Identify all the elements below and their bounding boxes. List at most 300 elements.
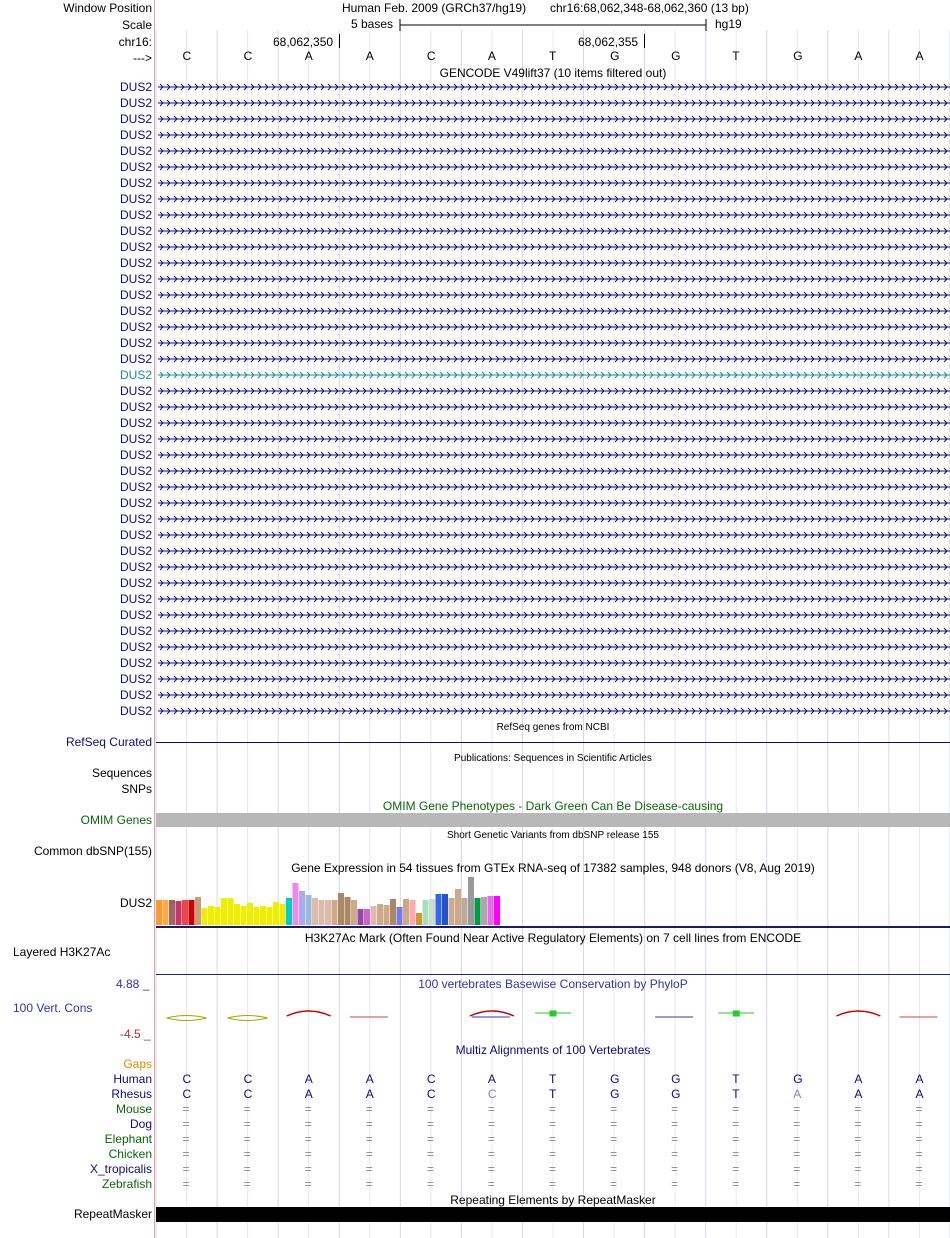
- alignment-base: =: [365, 1177, 373, 1191]
- gtex-tissue-bar[interactable]: [163, 900, 169, 925]
- base-letter: C: [182, 49, 192, 63]
- gencode-transcript-line[interactable]: [156, 514, 950, 524]
- gencode-transcript-line[interactable]: [156, 482, 950, 492]
- alignment-base: =: [610, 1162, 618, 1176]
- alignment-base: =: [182, 1177, 190, 1191]
- alignment-base: =: [854, 1102, 862, 1116]
- species-label[interactable]: Zebrafish: [101, 1177, 152, 1191]
- gencode-transcript-line[interactable]: [156, 546, 950, 556]
- alignment-base: =: [854, 1147, 862, 1161]
- phylop-glyph: [836, 1011, 880, 1016]
- alignment-base: =: [365, 1132, 373, 1146]
- alignment-base: =: [854, 1177, 862, 1191]
- alignment-base: =: [304, 1102, 312, 1116]
- alignment-base: =: [915, 1117, 923, 1131]
- alignment-base: =: [365, 1102, 373, 1116]
- alignment-base: =: [304, 1177, 312, 1191]
- omim-feature-bar[interactable]: [156, 813, 950, 827]
- alignment-base: T: [549, 1072, 557, 1086]
- gtex-tissue-bar[interactable]: [234, 904, 240, 925]
- refseq-label[interactable]: RefSeq Curated: [65, 735, 152, 749]
- gtex-tissue-bar[interactable]: [481, 897, 487, 925]
- alignment-base: =: [915, 1177, 923, 1191]
- gtex-label[interactable]: DUS2: [119, 896, 152, 910]
- phylop-glyph: [228, 1016, 268, 1021]
- gencode-transcript-line[interactable]: [156, 610, 950, 620]
- gencode-item-label[interactable]: DUS2: [119, 224, 152, 238]
- alignment-base: =: [426, 1147, 434, 1161]
- base-letter: C: [243, 49, 253, 63]
- gtex-tissue-bar[interactable]: [319, 900, 325, 925]
- gencode-transcript-line[interactable]: [156, 338, 950, 348]
- gtex-tissue-bar[interactable]: [345, 897, 351, 925]
- gencode-transcript-line[interactable]: [156, 114, 950, 124]
- gtex-tissue-bar[interactable]: [384, 905, 390, 925]
- alignment-base: =: [549, 1117, 557, 1131]
- alignment-base: A: [793, 1087, 802, 1101]
- phylop-max: 4.88 _: [116, 977, 150, 991]
- alignment-base: =: [854, 1132, 862, 1146]
- gencode-transcript-line[interactable]: [156, 466, 950, 476]
- gencode-item-label[interactable]: DUS2: [119, 368, 152, 382]
- publications-track-title[interactable]: Publications: Sequences in Scientific Articles: [454, 753, 652, 764]
- position-text: chr16:68,062,348-68,062,360 (13 bp): [550, 1, 749, 15]
- alignment-base: =: [671, 1117, 679, 1131]
- gtex-tissue-bar[interactable]: [306, 895, 312, 925]
- gencode-item-label[interactable]: DUS2: [119, 416, 152, 430]
- alignment-base: =: [915, 1102, 923, 1116]
- alignment-base: C: [243, 1072, 253, 1086]
- alignment-base: C: [243, 1087, 253, 1101]
- alignment-base: =: [426, 1102, 434, 1116]
- gtex-tissue-bar[interactable]: [390, 899, 396, 925]
- alignment-base: =: [243, 1147, 251, 1161]
- gencode-item-label[interactable]: DUS2: [119, 528, 152, 542]
- dbsnp-label[interactable]: Common dbSNP(155): [33, 844, 152, 858]
- gencode-item-label[interactable]: DUS2: [119, 384, 152, 398]
- gtex-tissue-bar[interactable]: [325, 900, 331, 925]
- assembly-text: Human Feb. 2009 (GRCh37/hg19): [342, 1, 527, 15]
- gencode-transcript-line[interactable]: [156, 258, 950, 268]
- gencode-item-label[interactable]: DUS2: [119, 112, 152, 126]
- gencode-transcript-line[interactable]: [156, 82, 950, 92]
- phylop-glyph: [718, 1011, 754, 1016]
- gtex-tissue-bar[interactable]: [416, 913, 422, 925]
- gencode-transcript-line[interactable]: [156, 642, 950, 652]
- gencode-item-label[interactable]: DUS2: [119, 608, 152, 622]
- gtex-tissue-bar[interactable]: [403, 899, 409, 925]
- h3k27ac-label[interactable]: Layered H3K27Ac: [13, 945, 111, 959]
- gencode-transcript-line[interactable]: [156, 402, 950, 412]
- gtex-tissue-bar[interactable]: [254, 907, 260, 925]
- gtex-tissue-bar[interactable]: [436, 894, 442, 925]
- alignment-base: =: [549, 1102, 557, 1116]
- gencode-transcript-line[interactable]: [156, 578, 950, 588]
- strand-label: --->: [133, 51, 152, 65]
- alignment-base: =: [487, 1117, 495, 1131]
- gencode-item-label[interactable]: DUS2: [119, 432, 152, 446]
- base-letter: T: [732, 49, 740, 63]
- gtex-tissue-bar[interactable]: [169, 900, 175, 925]
- gencode-track-title[interactable]: GENCODE V49lift37 (10 items filtered out): [439, 66, 667, 80]
- alignment-base: A: [915, 1072, 924, 1086]
- alignment-base: A: [915, 1087, 924, 1101]
- multiz-track-title[interactable]: Multiz Alignments of 100 Vertebrates: [455, 1043, 651, 1057]
- alignment-base: =: [793, 1162, 801, 1176]
- alignment-base: =: [487, 1132, 495, 1146]
- alignment-base: =: [487, 1177, 495, 1191]
- gtex-tissue-bar[interactable]: [423, 900, 429, 925]
- alignment-base: A: [304, 1087, 313, 1101]
- gtex-tissue-bar[interactable]: [462, 898, 468, 925]
- alignment-base: =: [182, 1147, 190, 1161]
- gencode-item-label[interactable]: DUS2: [119, 544, 152, 558]
- gtex-tissue-bar[interactable]: [442, 894, 448, 925]
- phylop-wiggle[interactable]: [156, 1006, 950, 1036]
- gencode-transcript-line[interactable]: [156, 562, 950, 572]
- gtex-tissue-bar[interactable]: [371, 906, 377, 925]
- alignment-base: =: [732, 1162, 740, 1176]
- refseq-track-title[interactable]: RefSeq genes from NCBI: [496, 722, 610, 733]
- gencode-item-label[interactable]: DUS2: [119, 192, 152, 206]
- gtex-tissue-bar[interactable]: [429, 899, 435, 925]
- alignment-base: =: [549, 1177, 557, 1191]
- species-label[interactable]: Rhesus: [111, 1087, 152, 1101]
- gtex-tissue-bar[interactable]: [494, 896, 500, 925]
- gencode-item-label[interactable]: DUS2: [119, 624, 152, 638]
- gencode-item-label[interactable]: DUS2: [119, 272, 152, 286]
- alignment-base: =: [671, 1162, 679, 1176]
- gtex-tissue-bar[interactable]: [195, 897, 201, 925]
- alignment-base: =: [304, 1117, 312, 1131]
- gencode-item-label[interactable]: DUS2: [119, 352, 152, 366]
- phylop-glyph: [470, 1011, 514, 1016]
- alignment-base: G: [671, 1072, 681, 1086]
- gtex-tissue-bar[interactable]: [449, 898, 455, 925]
- alignment-base: C: [182, 1087, 192, 1101]
- gaps-label[interactable]: Gaps: [123, 1057, 152, 1071]
- gtex-tissue-bar[interactable]: [410, 900, 416, 925]
- gtex-tissue-bar[interactable]: [364, 909, 370, 925]
- alignment-base: =: [793, 1177, 801, 1191]
- gencode-transcript-line[interactable]: [156, 530, 950, 540]
- gencode-transcript-line[interactable]: [156, 210, 950, 220]
- repeatmasker-feature-bar[interactable]: [156, 1207, 950, 1222]
- alignment-base: =: [732, 1147, 740, 1161]
- gencode-transcript-line[interactable]: [156, 98, 950, 108]
- scale-label: Scale: [121, 18, 152, 32]
- gtex-tissue-bar[interactable]: [475, 898, 481, 925]
- alignment-base: =: [549, 1132, 557, 1146]
- alignment-base: =: [610, 1117, 618, 1131]
- alignment-base: =: [793, 1117, 801, 1131]
- base-letter: T: [549, 49, 557, 63]
- alignment-base: G: [793, 1072, 803, 1086]
- gencode-item-label[interactable]: DUS2: [119, 560, 152, 574]
- species-label[interactable]: X_tropicalis: [89, 1162, 152, 1176]
- gencode-item-label[interactable]: DUS2: [119, 464, 152, 478]
- alignment-base: =: [487, 1162, 495, 1176]
- refseq-feature-line[interactable]: [156, 742, 950, 743]
- gencode-transcript-line[interactable]: [156, 242, 950, 252]
- gencode-item-label[interactable]: DUS2: [119, 592, 152, 606]
- gencode-item-label[interactable]: DUS2: [119, 160, 152, 174]
- gencode-item-label[interactable]: DUS2: [119, 240, 152, 254]
- gencode-transcript-line[interactable]: [156, 690, 950, 700]
- gtex-tissue-bar[interactable]: [377, 904, 383, 925]
- scale-text: 5 bases: [351, 17, 394, 31]
- coord-1: 68,062,350: [273, 35, 334, 49]
- gencode-transcript-line[interactable]: [156, 322, 950, 332]
- gencode-item-label[interactable]: DUS2: [119, 320, 152, 334]
- alignment-base: =: [793, 1102, 801, 1116]
- gencode-transcript-line[interactable]: [156, 370, 950, 380]
- gencode-transcript-line[interactable]: [156, 674, 950, 684]
- alignment-base: C: [182, 1072, 192, 1086]
- gtex-tissue-bar[interactable]: [202, 908, 208, 925]
- species-label[interactable]: Dog: [129, 1117, 152, 1131]
- alignment-base: =: [732, 1132, 740, 1146]
- alignment-base: =: [732, 1177, 740, 1191]
- base-letter: A: [915, 49, 924, 63]
- gencode-item-label[interactable]: DUS2: [119, 640, 152, 654]
- repeatmasker-track-title[interactable]: Repeating Elements by RepeatMasker: [450, 1193, 656, 1207]
- gencode-item-label[interactable]: DUS2: [119, 336, 152, 350]
- dbsnp-track-title[interactable]: Short Genetic Variants from dbSNP release 155: [447, 830, 659, 841]
- base-letter: G: [671, 49, 681, 63]
- gencode-transcript-line[interactable]: [156, 146, 950, 156]
- gencode-transcript-line[interactable]: [156, 626, 950, 636]
- alignment-base: =: [854, 1117, 862, 1131]
- species-label[interactable]: Human: [113, 1072, 152, 1086]
- gencode-item-label[interactable]: DUS2: [119, 576, 152, 590]
- coord-2-tick: [644, 34, 645, 48]
- gencode-transcript-line[interactable]: [156, 418, 950, 428]
- gencode-item-label[interactable]: DUS2: [119, 448, 152, 462]
- alignment-base: =: [915, 1132, 923, 1146]
- gencode-item-label[interactable]: DUS2: [119, 144, 152, 158]
- base-letter: C: [426, 49, 436, 63]
- gencode-item-label[interactable]: DUS2: [119, 672, 152, 686]
- base-letter: A: [487, 49, 496, 63]
- alignment-base: G: [610, 1072, 620, 1086]
- alignment-base: =: [426, 1162, 434, 1176]
- alignment-base: =: [610, 1132, 618, 1146]
- gtex-tissue-bar[interactable]: [338, 893, 344, 925]
- alignment-base: =: [549, 1147, 557, 1161]
- scale-db: hg19: [715, 17, 742, 31]
- gtex-tissue-bar[interactable]: [358, 909, 364, 925]
- alignment-base: =: [610, 1147, 618, 1161]
- gencode-item-label[interactable]: DUS2: [119, 288, 152, 302]
- gencode-transcript-line[interactable]: [156, 178, 950, 188]
- gtex-tissue-bar[interactable]: [273, 902, 279, 925]
- phylop-glyph: [287, 1011, 331, 1016]
- alignment-base: =: [915, 1162, 923, 1176]
- alignment-base: =: [182, 1117, 190, 1131]
- chrom-label: chr16:: [118, 35, 152, 49]
- gencode-item-label[interactable]: DUS2: [119, 208, 152, 222]
- gtex-tissue-bar[interactable]: [312, 898, 318, 925]
- alignment-base: T: [549, 1087, 557, 1101]
- species-label[interactable]: Elephant: [104, 1132, 152, 1146]
- gtex-tissue-bar[interactable]: [208, 906, 214, 925]
- alignment-base: =: [182, 1102, 190, 1116]
- alignment-base: A: [304, 1072, 313, 1086]
- alignment-base: =: [671, 1102, 679, 1116]
- gencode-item-label[interactable]: DUS2: [119, 704, 152, 718]
- gencode-item-label[interactable]: DUS2: [119, 80, 152, 94]
- gtex-tissue-bar[interactable]: [228, 898, 234, 925]
- alignment-base: C: [487, 1087, 497, 1101]
- gencode-item-label[interactable]: DUS2: [119, 656, 152, 670]
- alignment-base: G: [610, 1087, 620, 1101]
- gencode-item-label[interactable]: DUS2: [119, 96, 152, 110]
- omim-label[interactable]: OMIM Genes: [80, 813, 152, 827]
- gencode-transcript-line[interactable]: [156, 658, 950, 668]
- gencode-transcript-line[interactable]: [156, 162, 950, 172]
- alignment-base: A: [854, 1087, 863, 1101]
- gencode-item-label[interactable]: DUS2: [119, 128, 152, 142]
- alignment-base: =: [365, 1117, 373, 1131]
- alignment-base: G: [671, 1087, 681, 1101]
- gtex-tissue-bar[interactable]: [397, 907, 403, 925]
- gencode-item-label[interactable]: DUS2: [119, 256, 152, 270]
- base-letter: G: [610, 49, 620, 63]
- gtex-tissue-bar[interactable]: [293, 883, 299, 925]
- alignment-base: A: [365, 1072, 374, 1086]
- gtex-tissue-bar[interactable]: [286, 898, 292, 925]
- alignment-base: =: [549, 1162, 557, 1176]
- alignment-base: =: [487, 1102, 495, 1116]
- phylop-glyph: [535, 1011, 571, 1016]
- gtex-tissue-bar[interactable]: [267, 907, 273, 925]
- gencode-transcript-line[interactable]: [156, 306, 950, 316]
- gtex-bar-chart[interactable]: [156, 874, 950, 928]
- gtex-tissue-bar[interactable]: [280, 904, 286, 925]
- gencode-transcript-line[interactable]: [156, 226, 950, 236]
- gtex-tissue-bar[interactable]: [156, 900, 162, 925]
- gtex-tissue-bar[interactable]: [241, 906, 247, 925]
- gtex-tissue-bar[interactable]: [215, 907, 221, 925]
- gencode-transcript-line[interactable]: [156, 194, 950, 204]
- alignment-base: =: [732, 1117, 740, 1131]
- alignment-base: =: [732, 1102, 740, 1116]
- alignment-base: =: [426, 1117, 434, 1131]
- alignment-base: =: [793, 1132, 801, 1146]
- alignment-base: C: [426, 1072, 436, 1086]
- alignment-base: =: [243, 1162, 251, 1176]
- alignment-base: T: [732, 1072, 740, 1086]
- coord-1-tick: [339, 34, 340, 48]
- alignment-base: A: [854, 1072, 863, 1086]
- alignment-base: =: [915, 1147, 923, 1161]
- gencode-transcript-line[interactable]: [156, 274, 950, 284]
- gtex-tissue-bar[interactable]: [299, 891, 305, 925]
- gencode-item-label[interactable]: DUS2: [119, 512, 152, 526]
- alignment-base: =: [182, 1162, 190, 1176]
- gencode-item-label[interactable]: DUS2: [119, 496, 152, 510]
- alignment-base: T: [732, 1087, 740, 1101]
- gencode-transcript-line[interactable]: [156, 290, 950, 300]
- alignment-base: =: [243, 1117, 251, 1131]
- alignment-base: =: [304, 1162, 312, 1176]
- alignment-base: =: [671, 1132, 679, 1146]
- species-label[interactable]: Chicken: [108, 1147, 152, 1161]
- gtex-tissue-bar[interactable]: [221, 898, 227, 925]
- gencode-item-label[interactable]: DUS2: [119, 304, 152, 318]
- gtex-tissue-bar[interactable]: [182, 900, 188, 925]
- gtex-tissue-bar[interactable]: [351, 900, 357, 925]
- alignment-base: =: [487, 1147, 495, 1161]
- omim-track-title[interactable]: OMIM Gene Phenotypes - Dark Green Can Be Disease-causing: [382, 799, 724, 813]
- gencode-transcript-line[interactable]: [156, 130, 950, 140]
- phylop-label[interactable]: 100 Vert. Cons: [13, 1001, 93, 1015]
- gtex-tissue-bar[interactable]: [176, 901, 182, 925]
- window-position-label: Window Position: [63, 1, 152, 15]
- gtex-tissue-bar[interactable]: [260, 906, 266, 925]
- alignment-base: =: [426, 1177, 434, 1191]
- publications-label-snps[interactable]: SNPs: [121, 782, 152, 796]
- gencode-item-label[interactable]: DUS2: [119, 400, 152, 414]
- gencode-transcript-line[interactable]: [156, 594, 950, 604]
- gtex-tissue-bar[interactable]: [189, 900, 195, 925]
- gtex-tissue-bar[interactable]: [488, 896, 494, 925]
- h3k27ac-track-title[interactable]: H3K27Ac Mark (Often Found Near Active Regulatory Elements) on 7 cell lines from ENCODE: [304, 931, 802, 945]
- phylop-min: -4.5 _: [120, 1027, 151, 1041]
- alignment-base: =: [854, 1162, 862, 1176]
- gtex-tissue-bar[interactable]: [247, 903, 253, 925]
- gencode-item-label[interactable]: DUS2: [119, 176, 152, 190]
- publications-label-sequences[interactable]: Sequences: [91, 766, 152, 780]
- h3k27ac-baseline: [156, 974, 950, 975]
- base-letter: A: [304, 49, 313, 63]
- alignment-base: A: [487, 1072, 496, 1086]
- gencode-transcript-line[interactable]: [156, 386, 950, 396]
- gencode-transcript-line[interactable]: [156, 498, 950, 508]
- coord-2: 68,062,355: [578, 35, 639, 49]
- alignment-base: =: [304, 1147, 312, 1161]
- gencode-transcript-line[interactable]: [156, 354, 950, 364]
- phylop-track-title[interactable]: 100 vertebrates Basewise Conservation by PhyloP: [418, 977, 688, 991]
- species-label[interactable]: Mouse: [115, 1102, 152, 1116]
- alignment-base: =: [426, 1132, 434, 1146]
- gencode-transcript-line[interactable]: [156, 434, 950, 444]
- alignment-base: =: [243, 1132, 251, 1146]
- gtex-tissue-bar[interactable]: [468, 877, 474, 925]
- gencode-item-label[interactable]: DUS2: [119, 480, 152, 494]
- phylop-glyph: [167, 1016, 207, 1021]
- alignment-base: =: [610, 1102, 618, 1116]
- repeatmasker-label[interactable]: RepeatMasker: [73, 1207, 152, 1221]
- gtex-tissue-bar[interactable]: [455, 889, 461, 925]
- base-letter: A: [365, 49, 374, 63]
- gtex-tissue-bar[interactable]: [332, 900, 338, 925]
- alignment-base: =: [671, 1177, 679, 1191]
- alignment-base: =: [243, 1102, 251, 1116]
- gencode-transcript-line[interactable]: [156, 450, 950, 460]
- scale-bar: [398, 17, 710, 33]
- alignment-base: =: [182, 1132, 190, 1146]
- gencode-item-label[interactable]: DUS2: [119, 688, 152, 702]
- alignment-base: =: [365, 1162, 373, 1176]
- gencode-transcript-line[interactable]: [156, 706, 950, 716]
- alignment-base: =: [671, 1147, 679, 1161]
- alignment-base: =: [304, 1132, 312, 1146]
- alignment-base: =: [365, 1147, 373, 1161]
- gtex-track-title[interactable]: Gene Expression in 54 tissues from GTEx RNA-seq of 17382 samples, 948 donors (V8, Aug 2019): [291, 861, 815, 875]
- alignment-base: =: [793, 1147, 801, 1161]
